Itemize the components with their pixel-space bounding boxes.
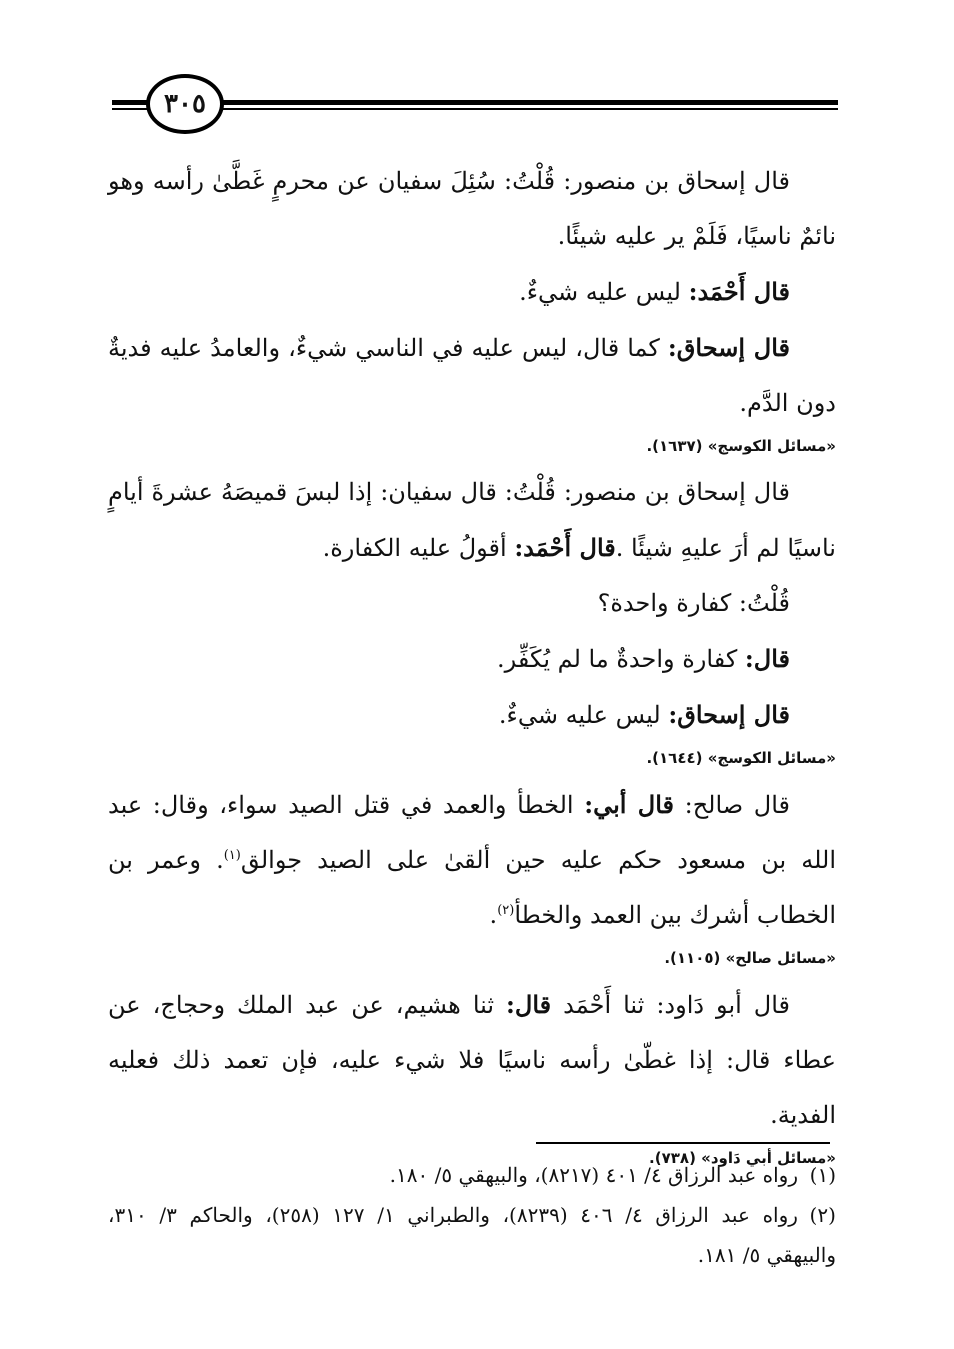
speaker: قال: bbox=[506, 990, 552, 1019]
speaker: قال إسحاق: bbox=[667, 333, 790, 362]
source-citation: «مسائل أبي دَاود» (٧٣٨). bbox=[649, 1149, 836, 1167]
statement: كفارة واحدة؟ bbox=[597, 589, 739, 617]
speaker: قال أبي: bbox=[584, 790, 674, 819]
statement: قال إسحاق بن منصور: قُلْتُ: قال سفيان: إذا لبسَ قميصَهُ عشرةَ أيامٍ ناسيًا لم أرَ عليهِ شيئًا . bbox=[108, 478, 836, 562]
footnote-number: (١) bbox=[809, 1163, 836, 1187]
paragraph: قال إسحاق بن منصور: قُلْتُ: سُئِلَ سفيان عن محرمٍ غَطَّىٰ رأسه وهو نائمٌ ناسيًا، فَلَمْ ير عليه شيئًا. bbox=[108, 167, 836, 250]
paragraph bbox=[108, 631, 836, 687]
statement: كفارة واحدةٌ ما لم يُكَفِّر. bbox=[497, 645, 745, 673]
statement: قال صالح: bbox=[674, 791, 791, 819]
paragraph bbox=[108, 264, 836, 320]
statement: الخطأ والعمد في قتل الصيد سواء، وقال: عبد الله بن مسعود حكم عليه حين ألقىٰ على الصيد جوالق bbox=[108, 791, 836, 874]
source-citation: «مسائل صالح» (١١٠٥). bbox=[664, 949, 836, 967]
source-citation: «مسائل الكوسج» (١٦٣٧). bbox=[646, 437, 836, 455]
main-content bbox=[108, 154, 836, 1177]
footnote bbox=[108, 1155, 836, 1195]
statement: كما قال، ليس عليه في الناسي شيءٌ، والعامدُ عليه فديةٌ دون الدَّم. bbox=[108, 334, 836, 417]
statement: ثنا هشيم، عن عبد الملك وحجاج، عن عطاء قال: إذا غطّىٰ رأسه ناسيًا فلا شيء عليه، فإن تعمد ذلك فعليه الفدية. bbox=[108, 991, 836, 1129]
footnote-separator bbox=[536, 1142, 830, 1144]
paragraph bbox=[108, 576, 836, 631]
speaker: قال أَحْمَد: bbox=[514, 533, 616, 562]
page-number: ٣٠٥ bbox=[146, 74, 224, 134]
paragraph bbox=[108, 465, 836, 576]
paragraph bbox=[108, 320, 836, 431]
footnote bbox=[108, 1195, 836, 1275]
paragraph bbox=[108, 977, 836, 1143]
statement: . وعمر بن الخطاب أشرك بين العمد والخطأ bbox=[108, 846, 836, 929]
source-citation: «مسائل الكوسج» (١٦٤٤). bbox=[646, 749, 836, 767]
speaker: قال إسحاق: bbox=[668, 700, 790, 729]
paragraph bbox=[108, 777, 836, 943]
footnote-ref[interactable]: (٢) bbox=[497, 903, 515, 918]
footnote-ref[interactable]: (١) bbox=[223, 848, 241, 863]
footnote-text: رواه عبد الرزاق ٤/ ٤٠١ (٨٢١٧)، والبيهقي ٥/ ١٨٠. bbox=[389, 1163, 798, 1187]
footnote-text: رواه عبد الرزاق ٤/ ٤٠٦ (٨٢٣٩)، والطبراني ١/ ١٢٧ (٢٥٨)، والحاكم ٣/ ٣١٠، والبيهقي ٥/ ١٨١. bbox=[108, 1203, 836, 1267]
speaker: قُلْتُ: bbox=[738, 589, 790, 617]
paragraph bbox=[108, 687, 836, 743]
speaker: قال: bbox=[744, 644, 790, 673]
speaker: قال أَحْمَد: bbox=[688, 277, 790, 306]
statement: قال أبو دَاود: ثنا أَحْمَد bbox=[551, 991, 790, 1019]
footnote-number: (٢) bbox=[809, 1203, 836, 1227]
statement: ليس عليه شيءٌ. bbox=[519, 278, 689, 306]
footnotes bbox=[108, 1155, 836, 1275]
statement: . bbox=[489, 901, 498, 929]
statement: ليس عليه شيءٌ. bbox=[498, 701, 669, 729]
statement: أقولُ عليه الكفارة. bbox=[322, 534, 515, 562]
